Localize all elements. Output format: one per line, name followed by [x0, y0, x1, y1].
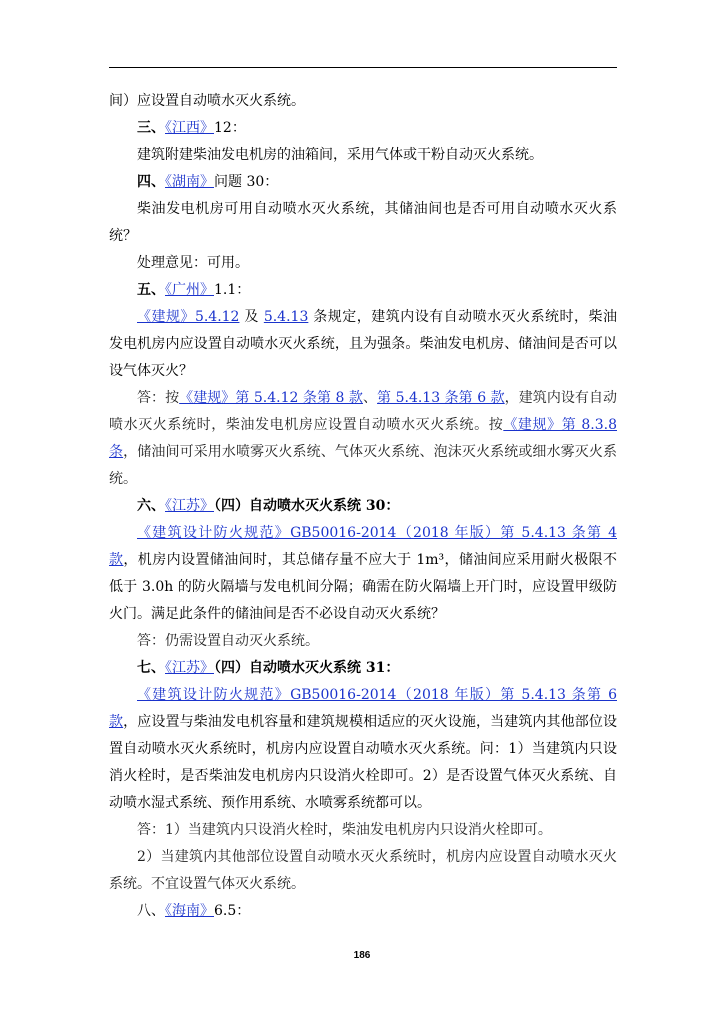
- link-gb50016-item4[interactable]: 《建筑设计防火规范》GB50016-2014（2018 年版）第 5.4.13 条第 4 款: [109, 525, 617, 568]
- link-hainan[interactable]: 《海南》: [165, 903, 214, 919]
- paragraph: 《建筑设计防火规范》GB50016-2014（2018 年版）第 5.4.13 条第 4 款，机房内设置储油间时，其总储存量不应大于 1m³，储油间应采用耐火极限不低于 3.0h 的防火隔墙与发电机间分隔；确需在防火隔墙上开门时，应设置甲级防火门。满足此条件的储油间是否不必设自动灭火系统？: [109, 525, 617, 622]
- answer-paragraph: 答：仍需设置自动灭火系统。: [137, 633, 319, 649]
- link-5412-item8[interactable]: 《建规》第 5.4.12 条第 8 款: [179, 390, 363, 406]
- section-heading-6: 六、《江苏》（四）自动喷水灭火系统 30：: [137, 498, 400, 514]
- section-heading-8: 八、《海南》6.5：: [137, 903, 251, 919]
- link-5413[interactable]: 5.4.13: [263, 309, 309, 325]
- link-jiangui-5412[interactable]: 《建规》5.4.12: [137, 309, 240, 325]
- section-heading-7: 七、《江苏》（四）自动喷水灭火系统 31：: [137, 660, 400, 676]
- section-heading-5: 五、《广州》1.1：: [137, 282, 251, 298]
- link-guangzhou[interactable]: 《广州》: [165, 282, 214, 298]
- link-jiangsu-2[interactable]: 《江苏》: [165, 660, 214, 676]
- page-number: 186: [353, 950, 371, 961]
- paragraph: 柴油发电机房可用自动喷水灭火系统，其储油间也是否可用自动喷水灭火系统？: [109, 201, 617, 244]
- section-heading-3: 三、《江西》12：: [137, 120, 246, 136]
- link-jiangxi[interactable]: 《江西》: [165, 120, 214, 136]
- link-hunan[interactable]: 《湖南》: [165, 174, 214, 190]
- answer-paragraph: 2）当建筑内其他部位设置自动喷水灭火系统时，机房内应设置自动喷水灭火系统。不宜设置气体灭火系统。: [109, 849, 617, 892]
- paragraph: 《建规》5.4.12 及 5.4.13 条规定，建筑内设有自动喷水灭火系统时，柴油发电机房内应设置自动喷水灭火系统，且为强条。柴油发电机房、储油间是否可以设气体灭火？: [109, 309, 617, 379]
- link-838[interactable]: 《建规》第 8.3.8 条: [109, 417, 618, 460]
- link-5413-item6[interactable]: 第 5.4.13 条第 6 款: [377, 390, 505, 406]
- paragraph: 处理意见：可用。: [137, 255, 249, 271]
- document-body: [109, 88, 617, 925]
- paragraph: 建筑附建柴油发电机房的油箱间，采用气体或干粉自动灭火系统。: [137, 147, 543, 163]
- answer-paragraph: 答：1）当建筑内只设消火栓时，柴油发电机房内只设消火栓即可。: [137, 822, 552, 838]
- link-gb50016-item6[interactable]: 《建筑设计防火规范》GB50016-2014（2018 年版）第 5.4.13 条第 6 款: [109, 687, 617, 730]
- link-jiangsu[interactable]: 《江苏》: [165, 498, 214, 514]
- paragraph: 《建筑设计防火规范》GB50016-2014（2018 年版）第 5.4.13 条第 6 款，应设置与柴油发电机容量和建筑规模相适应的灭火设施，当建筑内其他部位设置自动喷水灭火系统时，机房内应设置自动喷水灭火系统。问：1）当建筑内只设消火栓时，是否柴油发电机房内只设消火栓即可。2）是否设置气体灭火系统、自动喷水湿式系统、预作用系统、水喷雾系统都可以。: [109, 687, 618, 811]
- answer-paragraph: 答：按《建规》第 5.4.12 条第 8 款、第 5.4.13 条第 6 款，建筑内设有自动喷水灭火系统时，柴油发电机房应设置自动喷水灭火系统。按《建规》第 8.3.8 条，储油间可采用水喷雾灭火系统、气体灭火系统、泡沫灭火系统或细水雾灭火系统。: [109, 390, 618, 487]
- header-rule: [109, 67, 617, 68]
- section-heading-4: 四、《湖南》问题 30：: [137, 174, 279, 190]
- paragraph: 间）应设置自动喷水灭火系统。: [109, 93, 305, 109]
